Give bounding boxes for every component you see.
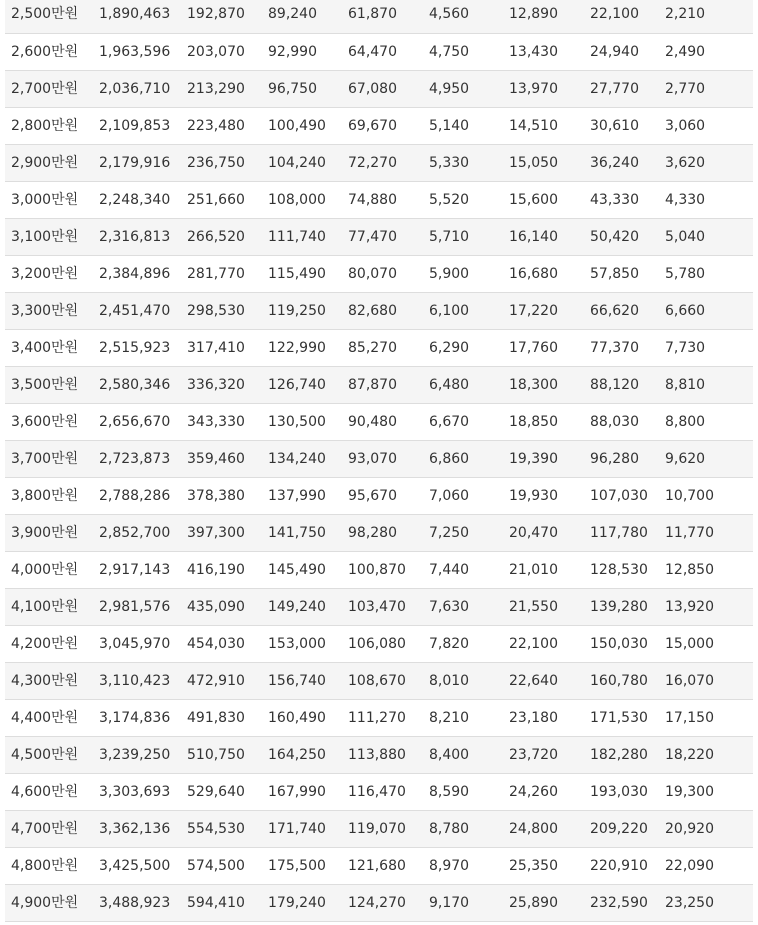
extra-cell: 2,770 <box>659 70 753 107</box>
national-pension-cell: 510,750 <box>181 736 262 773</box>
national-pension-cell: 223,480 <box>181 107 262 144</box>
extra-cell: 6,660 <box>659 292 753 329</box>
income-tax-cell: 20,470 <box>503 514 584 551</box>
monthly-net-pay-cell: 2,316,813 <box>93 218 181 255</box>
annual-salary-cell: 4,800만원 <box>5 847 93 884</box>
local-income-tax-cell: 171,530 <box>584 699 659 736</box>
annual-salary-cell: 3,000만원 <box>5 181 93 218</box>
monthly-net-pay-cell: 2,723,873 <box>93 440 181 477</box>
employment-insurance-cell: 7,630 <box>423 588 503 625</box>
national-pension-cell: 529,640 <box>181 773 262 810</box>
health-insurance-cell: 126,740 <box>262 366 342 403</box>
national-pension-cell: 472,910 <box>181 662 262 699</box>
local-income-tax-cell: 160,780 <box>584 662 659 699</box>
income-tax-cell: 21,010 <box>503 551 584 588</box>
income-tax-cell: 19,390 <box>503 440 584 477</box>
extra-cell: 5,780 <box>659 255 753 292</box>
annual-salary-cell: 3,400만원 <box>5 329 93 366</box>
health-insurance-cell: 137,990 <box>262 477 342 514</box>
long-term-care-cell: 103,470 <box>342 588 423 625</box>
employment-insurance-cell: 5,330 <box>423 144 503 181</box>
employment-insurance-cell: 5,710 <box>423 218 503 255</box>
annual-salary-cell: 4,900만원 <box>5 884 93 921</box>
monthly-net-pay-cell: 3,110,423 <box>93 662 181 699</box>
employment-insurance-cell: 5,140 <box>423 107 503 144</box>
local-income-tax-cell: 24,940 <box>584 33 659 70</box>
national-pension-cell: 454,030 <box>181 625 262 662</box>
long-term-care-cell: 98,280 <box>342 514 423 551</box>
income-tax-cell: 22,640 <box>503 662 584 699</box>
table-row <box>5 662 753 699</box>
table-row <box>5 514 753 551</box>
local-income-tax-cell: 232,590 <box>584 884 659 921</box>
annual-salary-cell: 2,700만원 <box>5 70 93 107</box>
table-row <box>5 551 753 588</box>
extra-cell: 3,060 <box>659 107 753 144</box>
health-insurance-cell: 89,240 <box>262 0 342 33</box>
health-insurance-cell: 149,240 <box>262 588 342 625</box>
local-income-tax-cell: 57,850 <box>584 255 659 292</box>
long-term-care-cell: 100,870 <box>342 551 423 588</box>
annual-salary-cell: 3,200만원 <box>5 255 93 292</box>
annual-salary-cell: 3,700만원 <box>5 440 93 477</box>
annual-salary-cell: 3,500만원 <box>5 366 93 403</box>
table-row <box>5 847 753 884</box>
monthly-net-pay-cell: 2,580,346 <box>93 366 181 403</box>
local-income-tax-cell: 107,030 <box>584 477 659 514</box>
salary-table <box>5 0 753 922</box>
monthly-net-pay-cell: 2,109,853 <box>93 107 181 144</box>
income-tax-cell: 15,050 <box>503 144 584 181</box>
employment-insurance-cell: 7,820 <box>423 625 503 662</box>
table-row <box>5 736 753 773</box>
long-term-care-cell: 74,880 <box>342 181 423 218</box>
monthly-net-pay-cell: 2,451,470 <box>93 292 181 329</box>
long-term-care-cell: 85,270 <box>342 329 423 366</box>
income-tax-cell: 12,890 <box>503 0 584 33</box>
income-tax-cell: 25,890 <box>503 884 584 921</box>
health-insurance-cell: 141,750 <box>262 514 342 551</box>
local-income-tax-cell: 128,530 <box>584 551 659 588</box>
monthly-net-pay-cell: 3,488,923 <box>93 884 181 921</box>
annual-salary-cell: 4,400만원 <box>5 699 93 736</box>
employment-insurance-cell: 7,250 <box>423 514 503 551</box>
national-pension-cell: 298,530 <box>181 292 262 329</box>
national-pension-cell: 266,520 <box>181 218 262 255</box>
income-tax-cell: 18,850 <box>503 403 584 440</box>
national-pension-cell: 378,380 <box>181 477 262 514</box>
income-tax-cell: 23,180 <box>503 699 584 736</box>
health-insurance-cell: 119,250 <box>262 292 342 329</box>
extra-cell: 12,850 <box>659 551 753 588</box>
monthly-net-pay-cell: 2,179,916 <box>93 144 181 181</box>
long-term-care-cell: 93,070 <box>342 440 423 477</box>
employment-insurance-cell: 8,780 <box>423 810 503 847</box>
extra-cell: 17,150 <box>659 699 753 736</box>
extra-cell: 15,000 <box>659 625 753 662</box>
health-insurance-cell: 122,990 <box>262 329 342 366</box>
monthly-net-pay-cell: 2,248,340 <box>93 181 181 218</box>
health-insurance-cell: 115,490 <box>262 255 342 292</box>
table-row <box>5 33 753 70</box>
employment-insurance-cell: 5,520 <box>423 181 503 218</box>
table-row <box>5 292 753 329</box>
income-tax-cell: 15,600 <box>503 181 584 218</box>
national-pension-cell: 336,320 <box>181 366 262 403</box>
monthly-net-pay-cell: 1,963,596 <box>93 33 181 70</box>
monthly-net-pay-cell: 2,852,700 <box>93 514 181 551</box>
extra-cell: 2,490 <box>659 33 753 70</box>
monthly-net-pay-cell: 3,045,970 <box>93 625 181 662</box>
income-tax-cell: 13,430 <box>503 33 584 70</box>
local-income-tax-cell: 88,120 <box>584 366 659 403</box>
income-tax-cell: 17,220 <box>503 292 584 329</box>
income-tax-cell: 23,720 <box>503 736 584 773</box>
extra-cell: 7,730 <box>659 329 753 366</box>
extra-cell: 13,920 <box>659 588 753 625</box>
health-insurance-cell: 167,990 <box>262 773 342 810</box>
local-income-tax-cell: 209,220 <box>584 810 659 847</box>
income-tax-cell: 16,140 <box>503 218 584 255</box>
employment-insurance-cell: 9,170 <box>423 884 503 921</box>
employment-insurance-cell: 4,560 <box>423 0 503 33</box>
table-row <box>5 329 753 366</box>
employment-insurance-cell: 8,210 <box>423 699 503 736</box>
local-income-tax-cell: 77,370 <box>584 329 659 366</box>
national-pension-cell: 281,770 <box>181 255 262 292</box>
health-insurance-cell: 108,000 <box>262 181 342 218</box>
annual-salary-cell: 3,900만원 <box>5 514 93 551</box>
health-insurance-cell: 100,490 <box>262 107 342 144</box>
income-tax-cell: 24,800 <box>503 810 584 847</box>
employment-insurance-cell: 4,950 <box>423 70 503 107</box>
national-pension-cell: 213,290 <box>181 70 262 107</box>
national-pension-cell: 594,410 <box>181 884 262 921</box>
national-pension-cell: 435,090 <box>181 588 262 625</box>
extra-cell: 22,090 <box>659 847 753 884</box>
long-term-care-cell: 61,870 <box>342 0 423 33</box>
health-insurance-cell: 96,750 <box>262 70 342 107</box>
local-income-tax-cell: 43,330 <box>584 181 659 218</box>
national-pension-cell: 317,410 <box>181 329 262 366</box>
income-tax-cell: 19,930 <box>503 477 584 514</box>
extra-cell: 8,800 <box>659 403 753 440</box>
monthly-net-pay-cell: 3,425,500 <box>93 847 181 884</box>
extra-cell: 10,700 <box>659 477 753 514</box>
table-row <box>5 403 753 440</box>
health-insurance-cell: 175,500 <box>262 847 342 884</box>
table-row <box>5 255 753 292</box>
employment-insurance-cell: 6,670 <box>423 403 503 440</box>
monthly-net-pay-cell: 3,174,836 <box>93 699 181 736</box>
table-row <box>5 107 753 144</box>
local-income-tax-cell: 22,100 <box>584 0 659 33</box>
employment-insurance-cell: 6,100 <box>423 292 503 329</box>
annual-salary-cell: 4,300만원 <box>5 662 93 699</box>
national-pension-cell: 416,190 <box>181 551 262 588</box>
income-tax-cell: 16,680 <box>503 255 584 292</box>
monthly-net-pay-cell: 3,303,693 <box>93 773 181 810</box>
extra-cell: 2,210 <box>659 0 753 33</box>
extra-cell: 18,220 <box>659 736 753 773</box>
long-term-care-cell: 124,270 <box>342 884 423 921</box>
table-row <box>5 588 753 625</box>
extra-cell: 20,920 <box>659 810 753 847</box>
long-term-care-cell: 69,670 <box>342 107 423 144</box>
national-pension-cell: 343,330 <box>181 403 262 440</box>
monthly-net-pay-cell: 1,890,463 <box>93 0 181 33</box>
employment-insurance-cell: 4,750 <box>423 33 503 70</box>
employment-insurance-cell: 8,590 <box>423 773 503 810</box>
annual-salary-cell: 2,900만원 <box>5 144 93 181</box>
local-income-tax-cell: 36,240 <box>584 144 659 181</box>
long-term-care-cell: 82,680 <box>342 292 423 329</box>
long-term-care-cell: 111,270 <box>342 699 423 736</box>
monthly-net-pay-cell: 2,788,286 <box>93 477 181 514</box>
employment-insurance-cell: 7,440 <box>423 551 503 588</box>
annual-salary-cell: 2,600만원 <box>5 33 93 70</box>
annual-salary-cell: 4,600만원 <box>5 773 93 810</box>
monthly-net-pay-cell: 2,036,710 <box>93 70 181 107</box>
long-term-care-cell: 108,670 <box>342 662 423 699</box>
health-insurance-cell: 156,740 <box>262 662 342 699</box>
long-term-care-cell: 67,080 <box>342 70 423 107</box>
monthly-net-pay-cell: 2,981,576 <box>93 588 181 625</box>
local-income-tax-cell: 50,420 <box>584 218 659 255</box>
employment-insurance-cell: 8,010 <box>423 662 503 699</box>
health-insurance-cell: 179,240 <box>262 884 342 921</box>
table-row <box>5 440 753 477</box>
employment-insurance-cell: 8,400 <box>423 736 503 773</box>
annual-salary-cell: 3,800만원 <box>5 477 93 514</box>
table-row <box>5 218 753 255</box>
annual-salary-cell: 3,100만원 <box>5 218 93 255</box>
annual-salary-cell: 4,700만원 <box>5 810 93 847</box>
monthly-net-pay-cell: 3,362,136 <box>93 810 181 847</box>
annual-salary-cell: 2,500만원 <box>5 0 93 33</box>
income-tax-cell: 22,100 <box>503 625 584 662</box>
local-income-tax-cell: 66,620 <box>584 292 659 329</box>
health-insurance-cell: 164,250 <box>262 736 342 773</box>
health-insurance-cell: 104,240 <box>262 144 342 181</box>
income-tax-cell: 13,970 <box>503 70 584 107</box>
table-row <box>5 884 753 921</box>
long-term-care-cell: 121,680 <box>342 847 423 884</box>
extra-cell: 9,620 <box>659 440 753 477</box>
annual-salary-cell: 4,100만원 <box>5 588 93 625</box>
income-tax-cell: 24,260 <box>503 773 584 810</box>
national-pension-cell: 203,070 <box>181 33 262 70</box>
employment-insurance-cell: 6,290 <box>423 329 503 366</box>
extra-cell: 16,070 <box>659 662 753 699</box>
income-tax-cell: 14,510 <box>503 107 584 144</box>
national-pension-cell: 251,660 <box>181 181 262 218</box>
monthly-net-pay-cell: 2,917,143 <box>93 551 181 588</box>
table-row <box>5 0 753 33</box>
extra-cell: 19,300 <box>659 773 753 810</box>
table-row <box>5 477 753 514</box>
national-pension-cell: 397,300 <box>181 514 262 551</box>
table-row <box>5 773 753 810</box>
local-income-tax-cell: 182,280 <box>584 736 659 773</box>
local-income-tax-cell: 220,910 <box>584 847 659 884</box>
long-term-care-cell: 95,670 <box>342 477 423 514</box>
annual-salary-cell: 2,800만원 <box>5 107 93 144</box>
local-income-tax-cell: 96,280 <box>584 440 659 477</box>
long-term-care-cell: 106,080 <box>342 625 423 662</box>
national-pension-cell: 554,530 <box>181 810 262 847</box>
health-insurance-cell: 134,240 <box>262 440 342 477</box>
income-tax-cell: 25,350 <box>503 847 584 884</box>
long-term-care-cell: 119,070 <box>342 810 423 847</box>
table-row <box>5 70 753 107</box>
annual-salary-cell: 4,000만원 <box>5 551 93 588</box>
employment-insurance-cell: 5,900 <box>423 255 503 292</box>
annual-salary-cell: 3,300만원 <box>5 292 93 329</box>
extra-cell: 8,810 <box>659 366 753 403</box>
national-pension-cell: 236,750 <box>181 144 262 181</box>
local-income-tax-cell: 117,780 <box>584 514 659 551</box>
table-row <box>5 810 753 847</box>
national-pension-cell: 491,830 <box>181 699 262 736</box>
national-pension-cell: 359,460 <box>181 440 262 477</box>
long-term-care-cell: 90,480 <box>342 403 423 440</box>
long-term-care-cell: 116,470 <box>342 773 423 810</box>
national-pension-cell: 192,870 <box>181 0 262 33</box>
extra-cell: 3,620 <box>659 144 753 181</box>
health-insurance-cell: 171,740 <box>262 810 342 847</box>
monthly-net-pay-cell: 3,239,250 <box>93 736 181 773</box>
long-term-care-cell: 72,270 <box>342 144 423 181</box>
long-term-care-cell: 80,070 <box>342 255 423 292</box>
health-insurance-cell: 160,490 <box>262 699 342 736</box>
table-body <box>5 0 753 921</box>
long-term-care-cell: 113,880 <box>342 736 423 773</box>
table-row <box>5 699 753 736</box>
annual-salary-cell: 3,600만원 <box>5 403 93 440</box>
health-insurance-cell: 92,990 <box>262 33 342 70</box>
extra-cell: 23,250 <box>659 884 753 921</box>
extra-cell: 11,770 <box>659 514 753 551</box>
local-income-tax-cell: 139,280 <box>584 588 659 625</box>
health-insurance-cell: 130,500 <box>262 403 342 440</box>
local-income-tax-cell: 27,770 <box>584 70 659 107</box>
extra-cell: 5,040 <box>659 218 753 255</box>
local-income-tax-cell: 88,030 <box>584 403 659 440</box>
income-tax-cell: 21,550 <box>503 588 584 625</box>
employment-insurance-cell: 7,060 <box>423 477 503 514</box>
health-insurance-cell: 145,490 <box>262 551 342 588</box>
health-insurance-cell: 153,000 <box>262 625 342 662</box>
monthly-net-pay-cell: 2,384,896 <box>93 255 181 292</box>
local-income-tax-cell: 193,030 <box>584 773 659 810</box>
employment-insurance-cell: 6,480 <box>423 366 503 403</box>
annual-salary-cell: 4,500만원 <box>5 736 93 773</box>
health-insurance-cell: 111,740 <box>262 218 342 255</box>
local-income-tax-cell: 150,030 <box>584 625 659 662</box>
income-tax-cell: 18,300 <box>503 366 584 403</box>
local-income-tax-cell: 30,610 <box>584 107 659 144</box>
employment-insurance-cell: 8,970 <box>423 847 503 884</box>
monthly-net-pay-cell: 2,515,923 <box>93 329 181 366</box>
table-row <box>5 181 753 218</box>
long-term-care-cell: 87,870 <box>342 366 423 403</box>
long-term-care-cell: 64,470 <box>342 33 423 70</box>
annual-salary-cell: 4,200만원 <box>5 625 93 662</box>
long-term-care-cell: 77,470 <box>342 218 423 255</box>
table-row <box>5 366 753 403</box>
table-row <box>5 144 753 181</box>
table-row <box>5 625 753 662</box>
extra-cell: 4,330 <box>659 181 753 218</box>
monthly-net-pay-cell: 2,656,670 <box>93 403 181 440</box>
national-pension-cell: 574,500 <box>181 847 262 884</box>
income-tax-cell: 17,760 <box>503 329 584 366</box>
employment-insurance-cell: 6,860 <box>423 440 503 477</box>
